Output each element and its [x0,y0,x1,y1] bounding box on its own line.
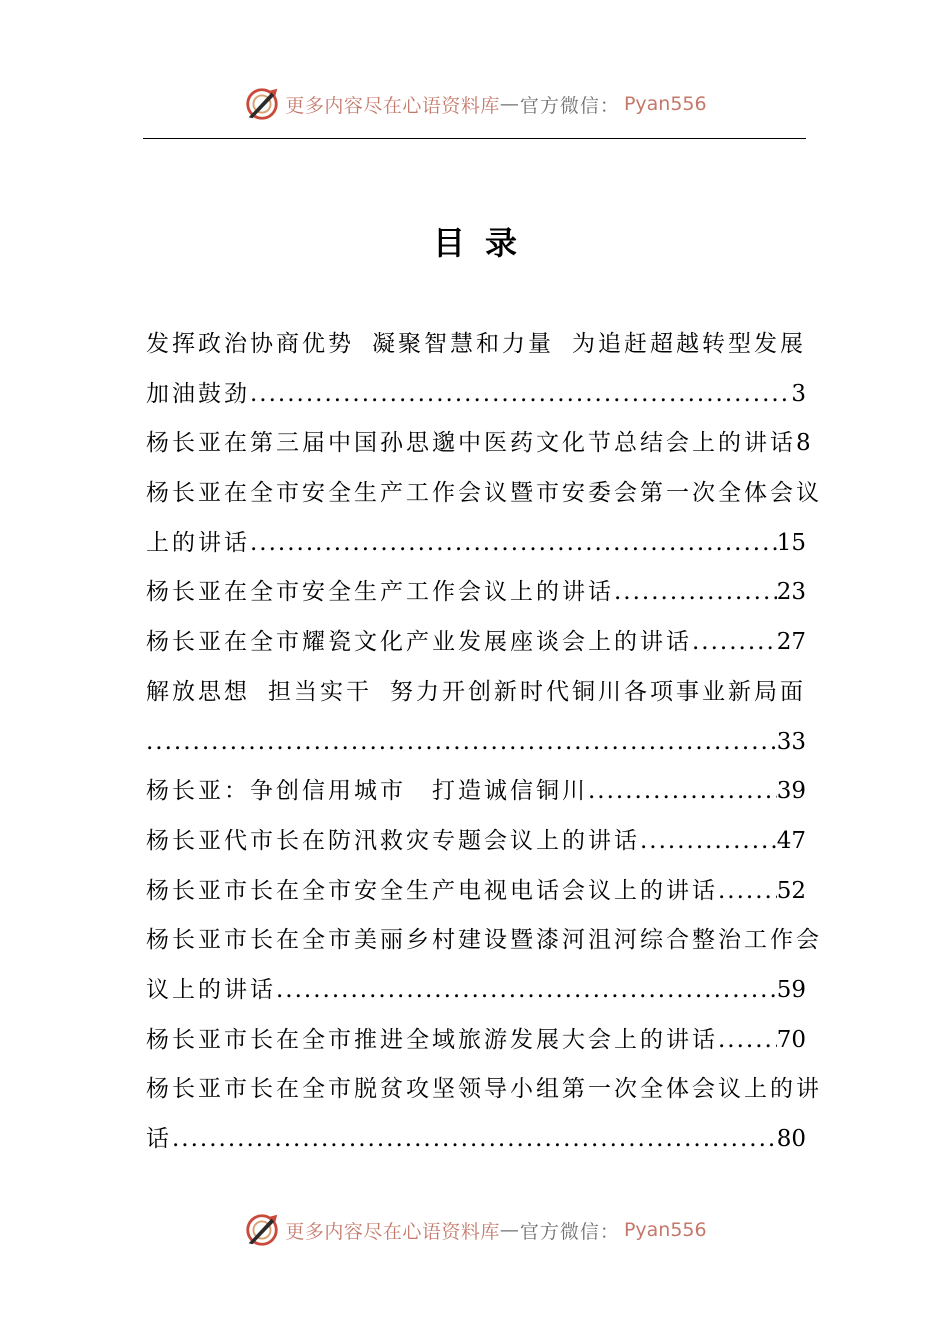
toc-entry-title: 杨长亚在全市安全生产工作会议上的讲话 [146,579,614,606]
toc-entry-title: 杨长亚在全市耀瓷文化产业发展座谈会上的讲话 [146,629,692,656]
toc-page-number: 52 [776,877,806,904]
toc-page-number: 39 [776,778,806,805]
toc-page-number: 27 [776,629,806,656]
toc-leader [588,767,777,817]
toc-page-number: 80 [776,1126,806,1152]
toc-entry[interactable] [146,1016,806,1066]
header-divider [143,138,806,139]
toc-leader [172,1115,777,1165]
toc-entry-title: 杨长亚市长在全市美丽乡村建设暨漆河沮河综合整治工作会 [146,927,822,954]
toc-leader [146,718,777,768]
footer-contact-text: 官方微信： [519,1220,620,1243]
quill-logo-icon [243,85,281,123]
toc-page-number: 33 [776,728,806,755]
toc-leader [692,618,777,668]
toc-entry-title: 杨长亚市长在全市推进全域旅游发展大会上的讲话 [146,1026,718,1053]
toc-entry[interactable] [146,867,806,917]
toc-leader [718,1016,777,1066]
toc-page-number: 59 [776,976,806,1003]
toc-leader [718,867,777,917]
quill-logo-icon [243,1211,281,1249]
header-brand-text: 更多内容尽在心语资料库 [285,94,500,117]
toc-entry[interactable]: 杨长亚在全市安全生产工作会议暨市安委会第一次全体会议 上的讲话 ..... 15 [146,469,806,568]
toc-page-number: 47 [776,827,806,854]
toc-entry-title: 杨长亚在全市安全生产工作会议暨市安委会第一次全体会议 [146,480,822,507]
page-title: 目录 [432,224,537,262]
toc-entry[interactable] [146,618,806,668]
footer-dash: — [499,1219,520,1241]
header-banner [0,82,950,126]
toc-entry[interactable] [146,668,806,767]
toc-page-number: 70 [776,1026,806,1053]
header-dash: — [499,93,520,115]
toc-entry[interactable] [146,419,811,469]
footer-brand-text: 更多内容尽在心语资料库 [285,1220,500,1243]
toc-entry-title: 解放思想 担当实干 努力开创新时代铜川各项事业新局面 [146,678,806,705]
toc-page-number: 8 [796,430,811,457]
toc-entry-title: 杨长亚市长在全市安全生产电视电话会议上的讲话 [146,877,718,904]
toc-entry[interactable] [146,817,806,867]
toc-entry-title: 发挥政治协商优势 凝聚智慧和力量 为追赶超越转型发展 [146,331,806,357]
table-of-contents [146,320,822,1165]
footer-contact-id: Pyan556 [623,1219,707,1241]
toc-leader [250,519,777,569]
toc-leader [276,966,777,1016]
toc-leader [614,568,777,618]
toc-leader [640,817,777,867]
toc-entry[interactable] [146,568,806,618]
toc-leader [250,370,791,420]
toc-entry[interactable]: 发挥政治协商优势 凝聚智慧和力量 为追赶超越转型发展 加油鼓劲 ..... 3 [146,320,806,419]
toc-entry[interactable]: 杨长亚市长在全市美丽乡村建设暨漆河沮河综合整治工作会 议上的讲话 ..... 59 [146,916,806,1015]
toc-entry[interactable] [146,767,806,817]
header-contact-text: 官方微信： [519,94,620,117]
toc-entry-title: 杨长亚：争创信用城市 打造诚信铜川 [146,778,588,805]
header-contact-id: Pyan556 [623,93,707,115]
toc-entry-title: 杨长亚在第三届中国孙思邈中医药文化节总结会上的讲话 [146,430,796,457]
toc-page-number: 23 [776,579,806,606]
toc-entry-title: 杨长亚代市长在防汛救灾专题会议上的讲话 [146,827,640,854]
toc-entry-title: 杨长亚市长在全市脱贫攻坚领导小组第一次全体会议上的讲 [146,1076,822,1103]
toc-page-number: 15 [776,529,806,556]
toc-entry[interactable]: 杨长亚市长在全市脱贫攻坚领导小组第一次全体会议上的讲 话 ..... 80 [146,1065,806,1164]
toc-page-number: 3 [791,380,806,407]
footer-banner [0,1208,950,1252]
